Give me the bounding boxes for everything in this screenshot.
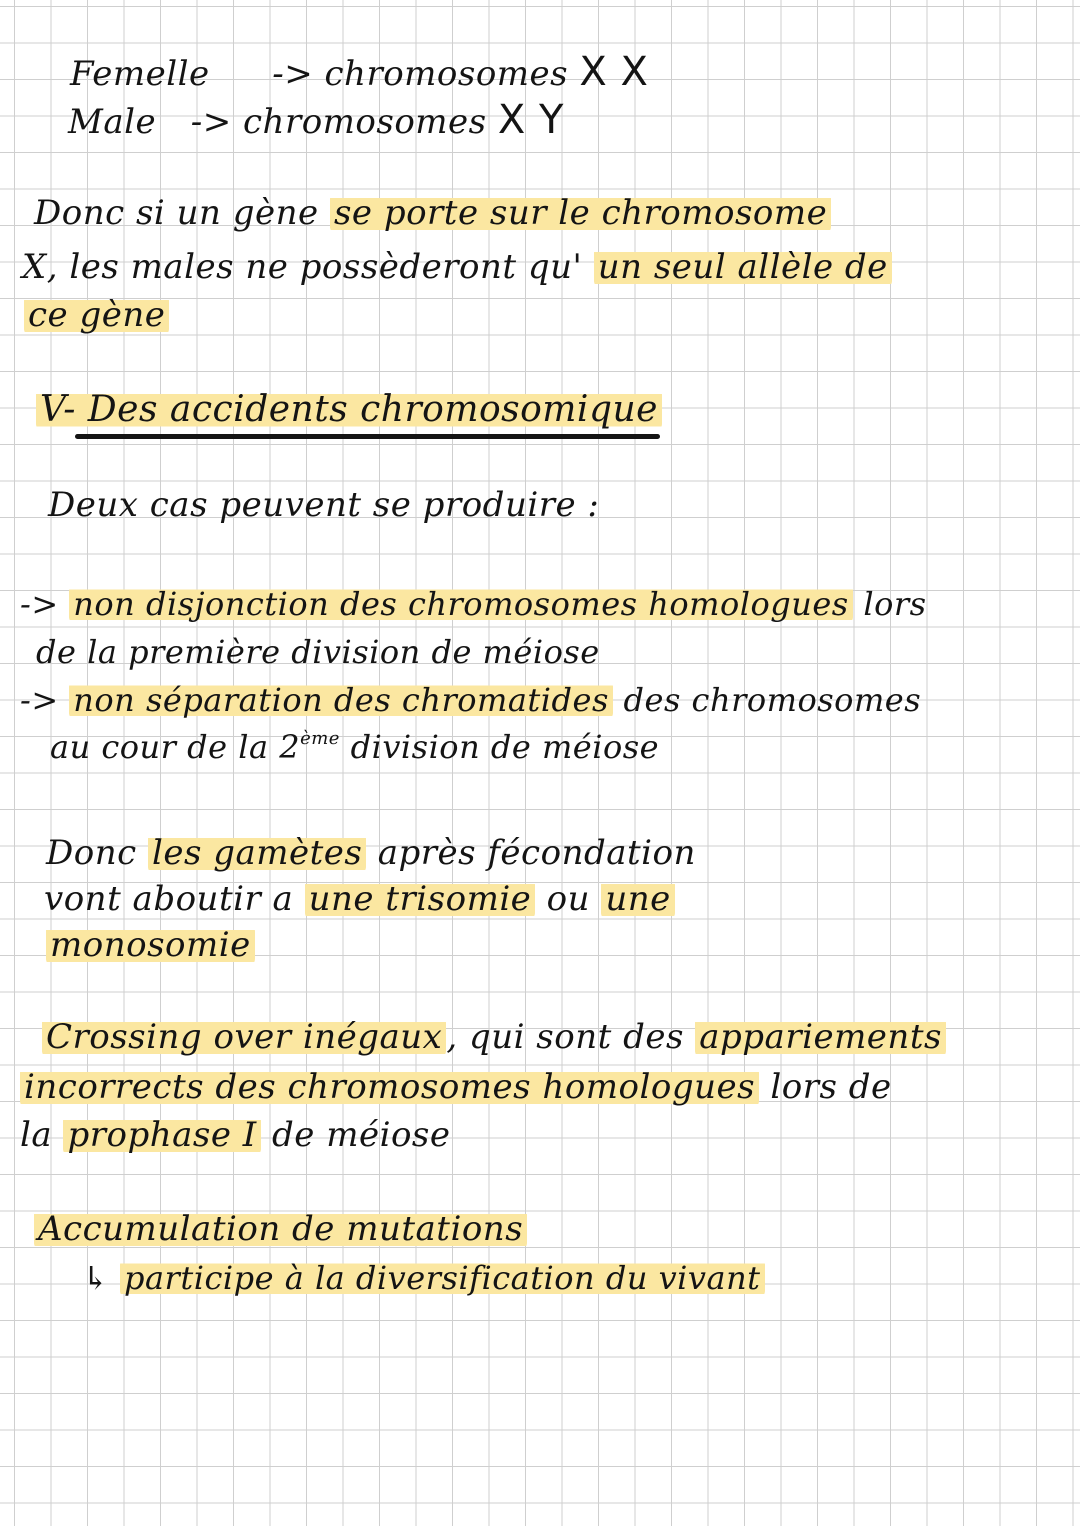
highlight: une trisomie (305, 879, 536, 919)
p3-line-3: la prophase I de méiose (20, 1115, 451, 1155)
case1-line-1: -> non disjonction des chromosomes homologues lors (20, 585, 927, 623)
male-label: Male (68, 102, 157, 142)
male-arrow-text: -> chromosomes (190, 102, 487, 142)
p2-line-3 (46, 925, 255, 965)
title-highlight: V- Des accidents chromosomique (36, 389, 662, 430)
male-xy: X Y (497, 97, 564, 143)
female-chromosomes-line (70, 49, 649, 95)
p1-line-1: Donc si un gène se porte sur le chromosome (34, 196, 831, 230)
male-chromosomes-line (68, 97, 564, 143)
p4-line-1 (34, 1209, 527, 1249)
p1-line-2: X, les males ne possèderont qu' un seul allèle de (22, 250, 892, 284)
highlight: non disjonction des chromosomes homologues (69, 585, 852, 623)
p2-line-1: Donc les gamètes après fécondation (46, 833, 696, 873)
highlight: appariements (695, 1017, 946, 1057)
sub-arrow-icon: ↳ (82, 1259, 110, 1297)
female-xx: X X (579, 49, 649, 95)
female-label: Femelle (70, 54, 210, 94)
p4-line-2 (82, 1259, 765, 1297)
section-title (36, 389, 662, 430)
intro-line: Deux cas peuvent se produire : (48, 485, 600, 525)
title-underline (75, 434, 660, 439)
highlight: ce gène (24, 295, 169, 335)
highlight: non séparation des chromatides (69, 681, 613, 719)
case2-line-1: -> non séparation des chromatides des chromosomes (20, 681, 922, 719)
female-arrow-text: -> chromosomes (272, 54, 569, 94)
arrow: -> (20, 681, 59, 719)
case2-line-2: au cour de la 2ème division de méiose (50, 728, 660, 766)
p2-line-2: vont aboutir a une trisomie ou une (44, 882, 675, 916)
p3-line-1: Crossing over inégaux , qui sont des appariements (42, 1020, 946, 1054)
case1-line-2: de la première division de méiose (36, 633, 600, 671)
highlight: Crossing over inégaux (42, 1017, 446, 1057)
highlight: Accumulation de mutations (34, 1209, 527, 1249)
p3-line-2: incorrects des chromosomes homologues lors de (20, 1070, 892, 1104)
p1-line-3 (24, 295, 169, 335)
highlight: monosomie (46, 925, 255, 965)
highlight: se porte sur le chromosome (330, 193, 831, 233)
highlight: un seul allèle de (594, 247, 892, 287)
highlight: prophase I (63, 1115, 260, 1155)
highlight: les gamètes (148, 833, 366, 873)
highlight: participe à la diversification du vivant (120, 1259, 765, 1297)
highlight: incorrects des chromosomes homologues (20, 1067, 759, 1107)
highlight: une (601, 879, 674, 919)
arrow: -> (20, 585, 59, 623)
